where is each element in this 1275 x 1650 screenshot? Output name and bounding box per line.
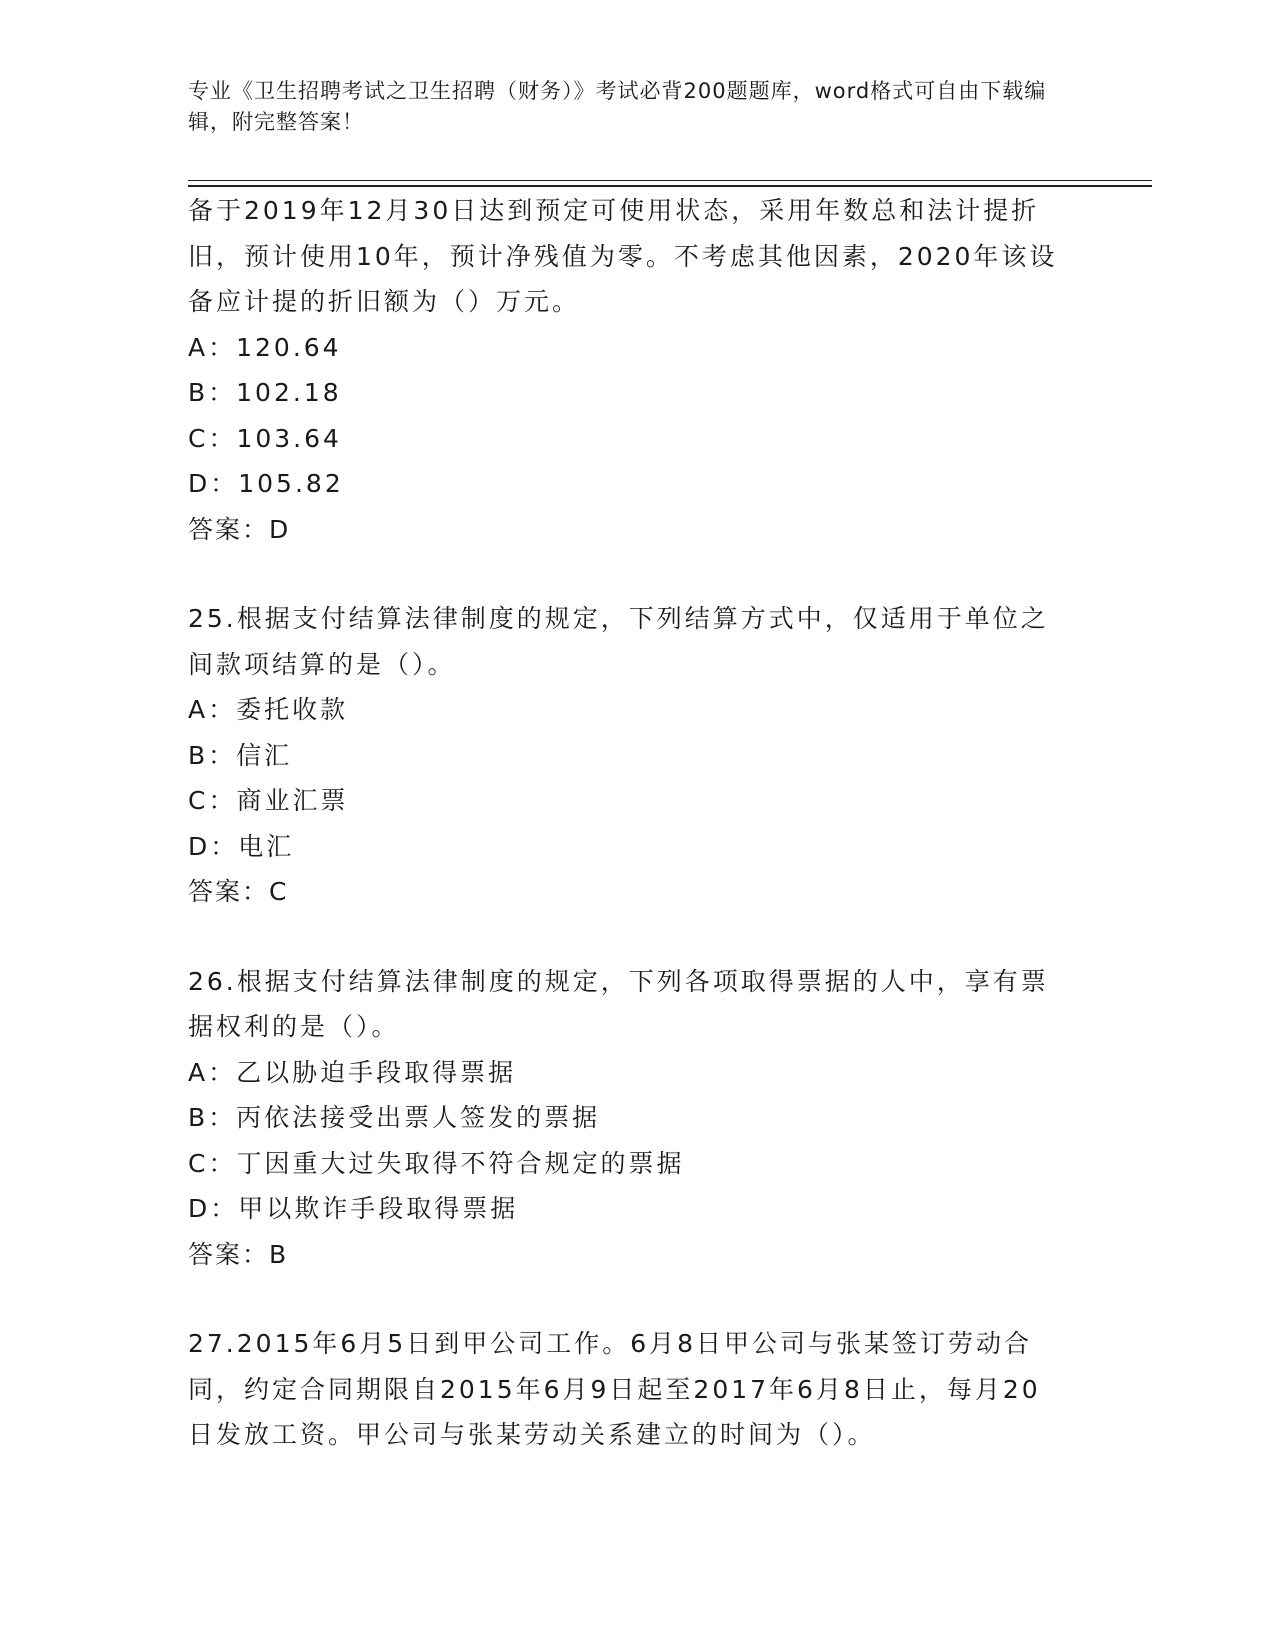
answer: 答案：B bbox=[188, 1239, 289, 1269]
question-26 bbox=[188, 959, 1068, 1278]
option-c: C：丁因重大过失取得不符合规定的票据 bbox=[188, 1148, 685, 1178]
option-b: B：102.18 bbox=[188, 378, 342, 407]
option-d: D：甲以欺诈手段取得票据 bbox=[188, 1194, 519, 1223]
document-header: 专业《卫生招聘考试之卫生招聘（财务）》考试必背200题题库，word格式可自由下载编辑，附完整答案！ bbox=[188, 79, 1047, 134]
option-a: A：委托收款 bbox=[188, 695, 349, 724]
question-27 bbox=[188, 1321, 1068, 1458]
question-stem: 25.根据支付结算法律制度的规定，下列结算方式中，仅适用于单位之间款项结算的是（）。 bbox=[188, 604, 1049, 679]
question-stem: 备于2019年12月30日达到预定可使用状态，采用年数总和法计提折旧，预计使用10年，预计净残值为零。不考虑其他因素，2020年该设备应计提的折旧额为（）万元。 bbox=[188, 196, 1058, 316]
question-25 bbox=[188, 596, 1068, 915]
option-b: B：信汇 bbox=[188, 740, 293, 770]
option-b: B：丙依法接受出票人签发的票据 bbox=[188, 1103, 601, 1132]
answer: 答案：C bbox=[188, 877, 289, 906]
option-d: D：105.82 bbox=[188, 469, 344, 498]
header-divider-thick bbox=[188, 185, 1152, 187]
option-a: A：120.64 bbox=[188, 332, 342, 362]
option-a: A：乙以胁迫手段取得票据 bbox=[188, 1057, 517, 1087]
option-d: D：电汇 bbox=[188, 831, 295, 861]
option-c: C：商业汇票 bbox=[188, 786, 349, 815]
option-c: C：103.64 bbox=[188, 423, 342, 453]
question-24-continued bbox=[188, 188, 1068, 552]
header-divider-thin bbox=[188, 180, 1152, 181]
answer: 答案：D bbox=[188, 514, 291, 544]
question-stem: 27.2015年6月5日到甲公司工作。6月8日甲公司与张某签订劳动合同，约定合同期限自2015年6月9日起至2017年6月8日止，每月20日发放工资。甲公司与张某劳动关系建立的时间为（）。 bbox=[188, 1329, 1041, 1449]
question-stem: 26.根据支付结算法律制度的规定，下列各项取得票据的人中，享有票据权利的是（）。 bbox=[188, 966, 1049, 1041]
question-list bbox=[188, 188, 1068, 1502]
